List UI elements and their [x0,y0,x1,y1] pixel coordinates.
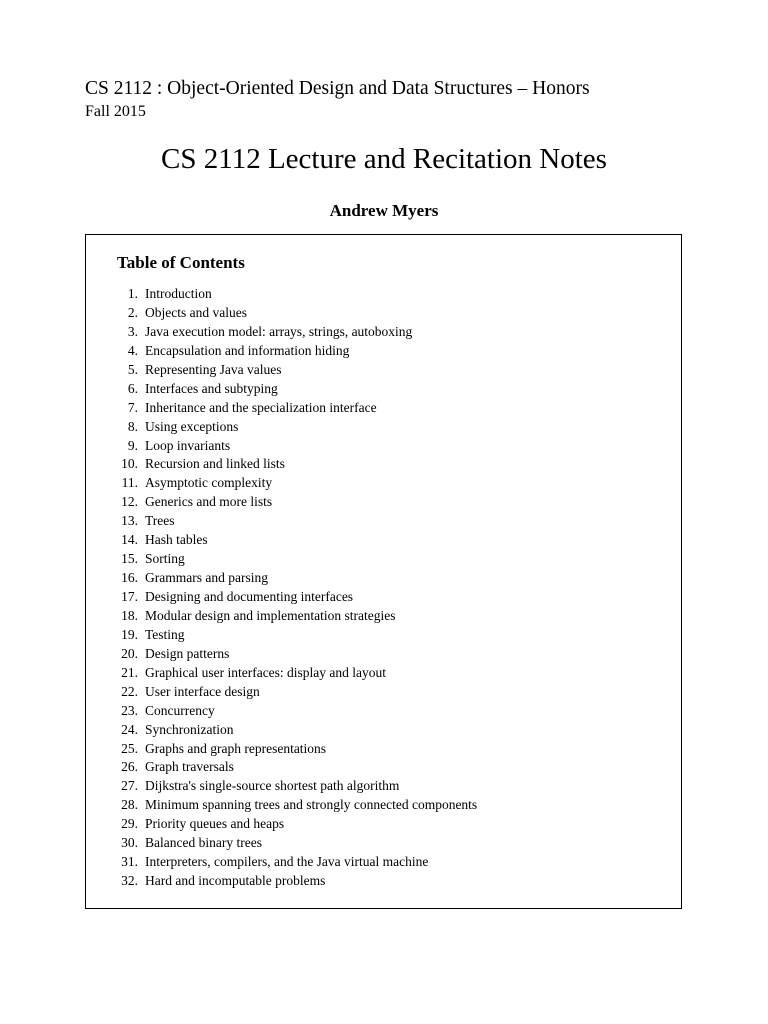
toc-item-number: 13. [121,513,138,529]
term-label: Fall 2015 [85,103,146,120]
toc-item-number: 20. [121,645,138,661]
toc-item-title: Sorting [145,551,185,567]
toc-item [86,454,477,473]
toc-item [86,473,477,492]
toc-item-number: 21. [121,664,138,680]
document-title: CS 2112 Lecture and Recitation Notes [161,143,607,175]
toc-item-title: Design patterns [145,645,230,661]
toc-item-title: Generics and more lists [145,494,273,510]
toc-item-number: 14. [121,532,138,548]
toc-item [86,492,477,511]
toc-item-number: 2. [127,304,138,320]
toc-item [86,398,477,417]
toc-item-number: 9. [127,437,138,453]
toc-item-title: Dijkstra's single-source shortest path algorithm [145,778,400,794]
toc-heading: Table of Contents [117,253,245,272]
toc-item [86,360,477,379]
toc-item [86,701,477,720]
toc-item-number: 31. [121,854,138,870]
toc-item [86,417,477,436]
toc-item [86,568,477,587]
toc-item-title: Concurrency [145,702,215,718]
toc-item [86,795,477,814]
toc-item [86,720,477,739]
toc-item-number: 4. [127,342,138,358]
toc-item [86,644,477,663]
toc-item [86,284,477,303]
toc-item-title: Introduction [145,286,212,301]
toc-item-title: Objects and values [145,304,247,320]
toc-item [86,587,477,606]
toc-item-title: Testing [145,626,185,642]
toc-item [86,852,477,871]
toc-item-title: Loop invariants [145,437,231,453]
toc-list [86,284,477,890]
toc-item [86,606,477,625]
toc-item-number: 19. [121,626,138,642]
toc-item-title: Recursion and linked lists [145,456,285,472]
toc-item-number: 10. [121,456,138,472]
toc-item-number: 11. [121,475,138,491]
toc-item-number: 16. [121,570,138,586]
toc-item-title: Priority queues and heaps [145,816,285,832]
toc-item-number: 29. [121,816,138,832]
toc-item-title: Using exceptions [145,418,239,434]
toc-item-number: 32. [121,873,138,889]
toc-item-title: Encapsulation and information hiding [145,342,350,358]
toc-item [86,833,477,852]
toc-item [86,511,477,530]
toc-item [86,776,477,795]
author-name: Andrew Myers [329,201,439,220]
toc-item-number: 1. [127,286,138,301]
toc-item-title: Interfaces and subtyping [145,380,278,396]
toc-item-number: 26. [121,759,138,775]
toc-item-title: Graphs and graph representations [145,740,327,756]
toc-item-title: Designing and documenting interfaces [145,589,354,604]
toc-item-title: Graph traversals [145,759,234,775]
toc-item [86,530,477,549]
toc-item-number: 12. [121,494,138,510]
toc-item [86,682,477,701]
toc-item-title: Graphical user interfaces: display and layout [145,664,387,680]
toc-item-title: Inheritance and the specialization interface [145,399,377,415]
toc-item-title: Hash tables [145,532,208,548]
toc-item-title: Trees [145,513,175,529]
toc-item-number: 6. [127,380,138,396]
toc-item-title: Interpreters, compilers, and the Java virtual machine [145,854,429,870]
toc-item [86,739,477,758]
toc-item-number: 8. [127,418,138,434]
toc-item [86,663,477,682]
toc-item-number: 5. [127,361,138,377]
course-title: CS 2112 : Object-Oriented Design and Data Structures – Honors [85,78,590,99]
toc-item [86,625,477,644]
toc-item-number: 28. [121,797,138,813]
toc-item [86,303,477,322]
toc-item-title: User interface design [145,683,260,699]
toc-item-number: 7. [127,399,138,415]
toc-item-title: Hard and incomputable problems [145,873,326,889]
toc-item [86,549,477,568]
toc-item-title: Minimum spanning trees and strongly connected components [145,797,478,813]
toc-item [86,871,477,890]
toc-item-title: Grammars and parsing [145,570,268,586]
toc-item [86,436,477,455]
toc-item-number: 23. [121,702,138,718]
toc-item-number: 30. [121,835,138,851]
toc-item [86,757,477,776]
toc-item-number: 27. [121,778,138,794]
toc-item-number: 15. [121,551,138,567]
toc-item-number: 3. [127,323,138,339]
toc-item-number: 22. [121,683,138,699]
toc-item [86,814,477,833]
toc-item-number: 25. [121,740,138,756]
toc-item-title: Balanced binary trees [145,835,262,851]
toc-item-title: Asymptotic complexity [145,475,273,491]
toc-item [86,379,477,398]
toc-item [86,322,477,341]
toc-item-title: Representing Java values [145,361,282,377]
toc-item-title: Synchronization [145,721,234,737]
toc-item [86,341,477,360]
toc-item-title: Java execution model: arrays, strings, autoboxing [145,323,413,339]
toc-item-number: 17. [121,589,138,604]
toc-item-title: Modular design and implementation strategies [145,607,396,623]
table-of-contents [85,234,682,909]
toc-item-number: 18. [121,607,138,623]
toc-item-number: 24. [121,721,138,737]
